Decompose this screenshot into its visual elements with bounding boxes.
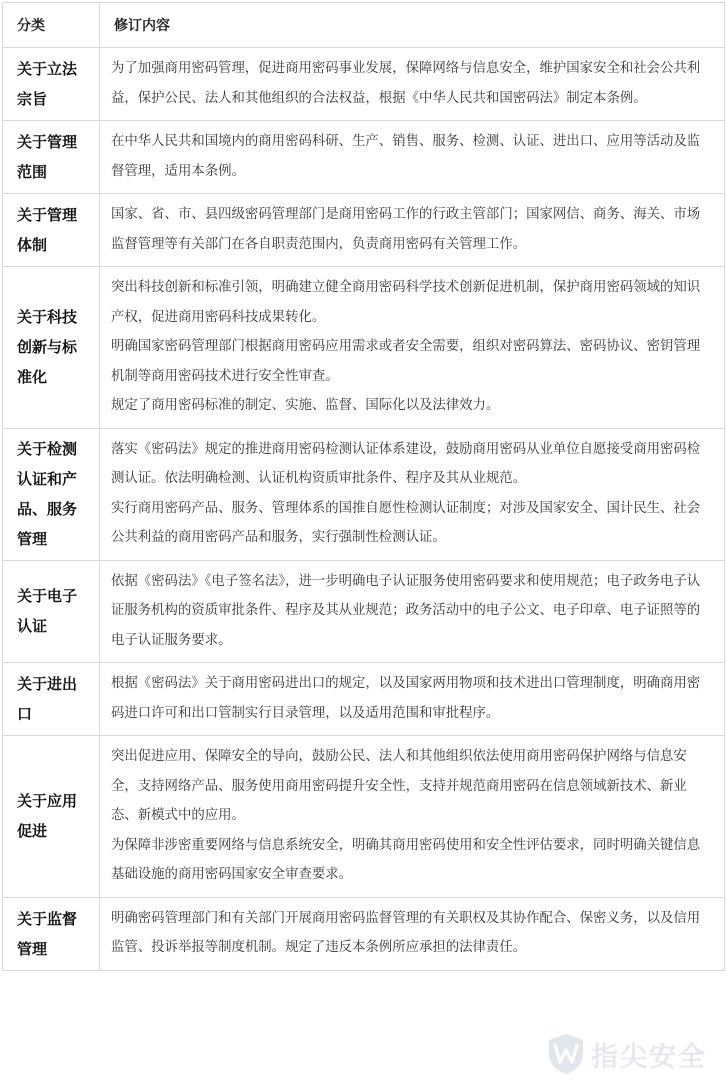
category-label-line: 宗旨 (17, 90, 48, 108)
category-cell (3, 194, 100, 267)
category-cell (3, 121, 100, 194)
category-label-line: 认证 (17, 617, 48, 636)
table-header-row (3, 3, 725, 48)
content-cell (100, 560, 725, 663)
content-cell (100, 267, 725, 429)
content-cell (100, 121, 725, 194)
category-label-line: 促进 (17, 822, 48, 841)
content-paragraph: 国家、省、市、县四级密码管理部门是商用密码工作的行政主管部门；国家网信、商务、海关、市场监督管理等有关部门在各自职责范围内，负责商用密码有关管理工作。 (111, 207, 701, 252)
content-paragraph: 突出科技创新和标准引领，明确建立健全商用密码科学技术创新促进机制，保护商用密码领域的知识产权，促进商用密码科技成果转化。 (111, 280, 701, 325)
content-paragraph: 规定了商用密码标准的制定、实施、监督、国际化以及法律效力。 (111, 398, 500, 413)
category-cell (3, 736, 100, 898)
category-label-line: 品、服务 (17, 500, 78, 518)
category-label-line: 关于科技 (17, 308, 78, 327)
content-cell (100, 897, 725, 970)
category-label-line: 关于管理 (17, 133, 78, 151)
category-label-line: 管理 (17, 939, 48, 958)
watermark (546, 1032, 707, 1076)
category-cell (3, 560, 100, 663)
table-row (3, 428, 725, 560)
content-paragraph: 依据《密码法》《电子签名法》，进一步明确电子认证服务使用密码要求和使用规范；电子政务电子认证服务机构的资质审批条件、程序及其从业规范；政务活动中的电子公文、电子印章、电子证照等的电子认证服务要求。 (111, 573, 701, 648)
category-label-line: 口 (17, 705, 33, 723)
category-cell (3, 663, 100, 736)
content-cell (100, 663, 725, 736)
content-paragraph: 明确密码管理部门和有关部门开展商用密码监督管理的有关职权及其协作配合、保密义务，以及信用监管、投诉举报等制度机制。规定了违反本条例所应承担的法律责任。 (111, 910, 701, 955)
category-label-line: 关于进出 (17, 675, 78, 693)
category-label-line: 准化 (17, 368, 48, 387)
content-paragraph: 在中华人民共和国境内的商用密码科研、生产、销售、服务、检测、认证、进出口、应用等活动及监督管理，适用本条例。 (111, 134, 701, 179)
content-cell (100, 194, 725, 267)
category-label-line: 认证和产 (17, 470, 78, 488)
content-paragraph: 突出促进应用、保障安全的导向，鼓励公民、法人和其他组织依法使用商用密码保护网络与信息安全，支持网络产品、服务使用商用密码提升安全性，支持并规范商用密码在信息领域新技术、新业态、新模式中的应用。 (111, 749, 687, 823)
table-row (3, 121, 725, 194)
content-paragraph: 明确国家密码管理部门根据商用密码应用需求或者安全需要，组织对密码算法、密码协议、密钥管理机制等商用密码技术进行安全性审查。 (111, 339, 701, 384)
category-cell (3, 48, 100, 121)
content-paragraph: 根据《密码法》关于商用密码进出口的规定，以及国家两用物项和技术进出口管理制度，明确商用密码进口许可和出口管制实行目录管理，以及适用范围和审批程序。 (111, 676, 701, 721)
content-paragraph: 为保障非涉密重要网络与信息系统安全，明确其商用密码使用和安全性评估要求，同时明确关键信息基础设施的商用密码国家安全审查要求。 (111, 837, 701, 882)
category-label-line: 关于检测 (17, 440, 78, 458)
content-paragraph: 落实《密码法》规定的推进商用密码检测认证体系建设，鼓励商用密码从业单位自愿接受商用密码检测认证。依法明确检测、认证机构资质审批条件、程序及其从业规范。 (111, 441, 701, 486)
category-label-line: 关于电子 (17, 587, 78, 606)
shield-w-logo-icon (546, 1032, 586, 1076)
table-row (3, 560, 725, 663)
content-cell (100, 48, 725, 121)
watermark-text: 指尖安全 (591, 1041, 707, 1073)
category-label-line: 关于立法 (17, 60, 78, 78)
category-label-line: 关于监督 (17, 909, 78, 928)
category-cell (3, 428, 100, 560)
header-category: 分类 (3, 3, 100, 48)
category-label-line: 关于应用 (17, 792, 78, 811)
category-label-line: 体制 (17, 236, 48, 254)
category-cell (3, 267, 100, 429)
category-label-line: 创新与标 (17, 338, 78, 357)
revision-table (2, 2, 725, 971)
category-label-line: 范围 (17, 163, 48, 181)
table-row (3, 267, 725, 429)
table-row (3, 663, 725, 736)
category-label-line: 关于管理 (17, 206, 78, 224)
content-cell (100, 428, 725, 560)
content-cell (100, 736, 725, 898)
header-content: 修订内容 (100, 3, 725, 48)
content-paragraph: 为了加强商用密码管理，促进商用密码事业发展，保障网络与信息安全，维护国家安全和社会公共利益，保护公民、法人和其他组织的合法权益，根据《中华人民共和国密码法》制定本条例。 (111, 61, 701, 106)
category-cell (3, 897, 100, 970)
table-row (3, 194, 725, 267)
table-row (3, 736, 725, 898)
table-row (3, 48, 725, 121)
table-row (3, 897, 725, 970)
content-paragraph: 实行商用密码产品、服务、管理体系的国推自愿性检测认证制度；对涉及国家安全、国计民生、社会公共利益的商用密码产品和服务，实行强制性检测认证。 (111, 500, 701, 545)
category-label-line: 管理 (17, 530, 48, 548)
